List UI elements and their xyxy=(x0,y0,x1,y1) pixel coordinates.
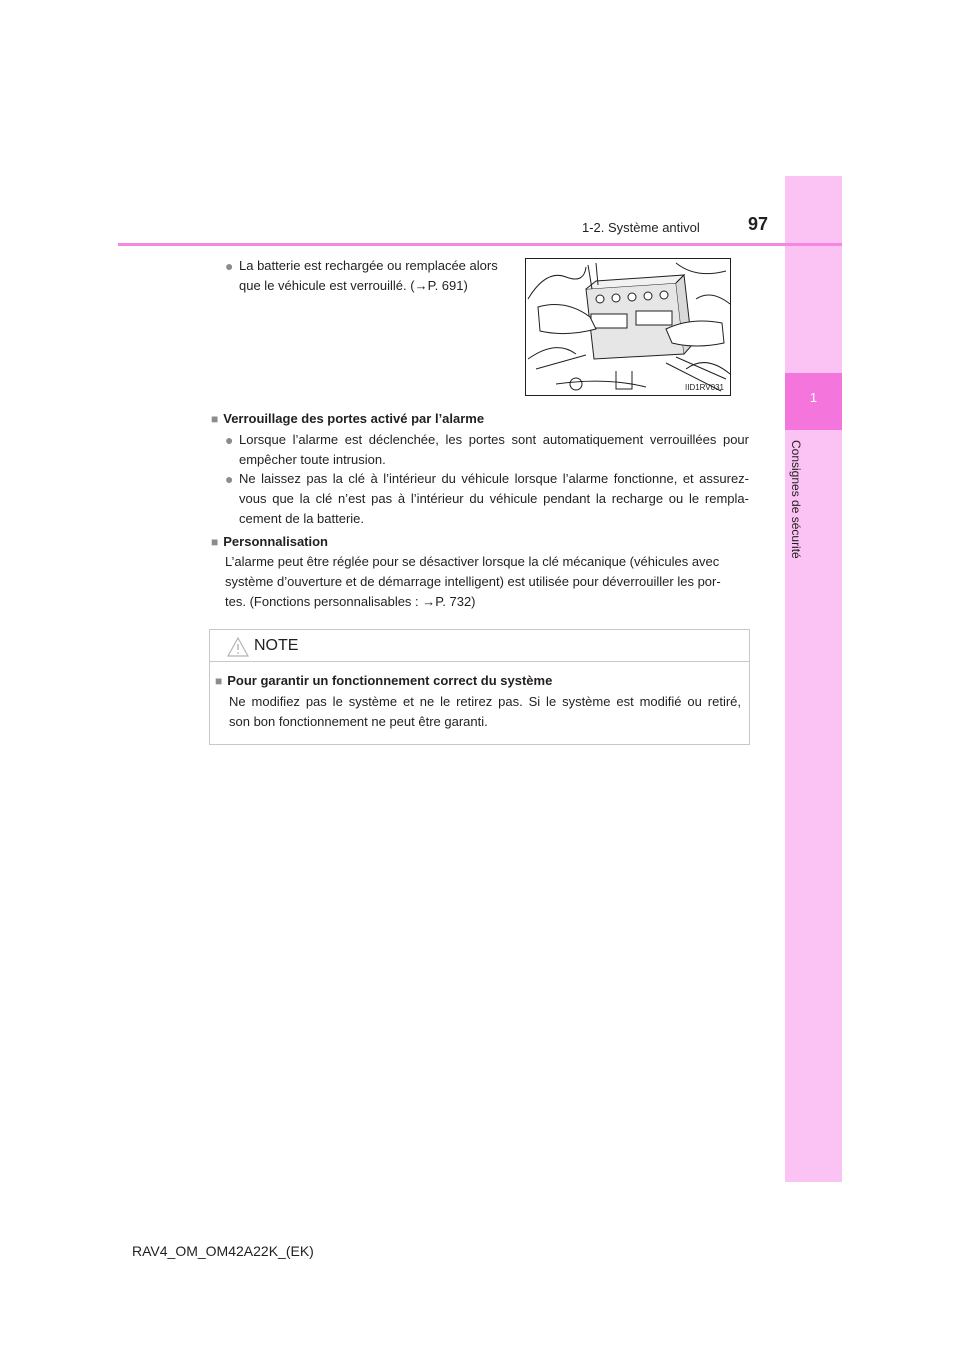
note-line-2: son bon fonctionnement ne peut être garanti. xyxy=(229,714,488,729)
note-header xyxy=(210,630,749,662)
section-title: 1-2. Système antivol xyxy=(582,220,700,235)
lock-heading xyxy=(211,409,484,429)
header-divider xyxy=(118,243,842,246)
chapter-sidebar xyxy=(785,176,842,1182)
circle-bullet-icon: ● xyxy=(225,471,234,487)
lock-item-2-line-2: vous que la clé n’est pas à l’intérieur du véhicule pendant la recharge ou le rempla- xyxy=(239,491,749,506)
lock-item-2 xyxy=(225,469,749,529)
note-box xyxy=(209,629,750,745)
custom-heading xyxy=(211,532,328,552)
battery-line-2: que le véhicule est verrouillé. (→P. 691) xyxy=(239,278,468,293)
square-bullet-icon: ■ xyxy=(211,535,219,549)
page-number: 97 xyxy=(748,214,769,234)
square-bullet-icon: ■ xyxy=(215,674,223,688)
footer-doc-code: RAV4_OM_OM42A22K_(EK) xyxy=(132,1243,314,1259)
lock-item-1 xyxy=(225,430,749,470)
note-paragraph xyxy=(229,692,741,732)
lock-item-2-line-3: cement de la batterie. xyxy=(239,511,365,526)
custom-line-2: système d’ouverture et de démarrage intelligent) est utilisée pour déverrouiller les por- xyxy=(225,574,721,589)
warning-triangle-icon xyxy=(227,637,249,657)
lock-item-1-line-2: empêcher toute intrusion. xyxy=(239,452,386,467)
note-heading-text: Pour garantir un fonctionnement correct du système xyxy=(227,673,553,688)
lock-heading-text: Verrouillage des portes activé par l’alarme xyxy=(223,411,485,426)
figure-code: IID1RV031 xyxy=(685,383,724,392)
square-bullet-icon: ■ xyxy=(211,412,219,426)
custom-paragraph xyxy=(225,552,749,612)
custom-heading-text: Personnalisation xyxy=(223,534,328,549)
battery-drawing-icon xyxy=(526,259,731,396)
circle-bullet-icon: ● xyxy=(225,258,234,274)
note-line-1: Ne modifiez pas le système et ne le retirez pas. Si le système est modifié ou retiré, xyxy=(229,694,741,709)
custom-line-3: tes. (Fonctions personnalisables : →P. 732) xyxy=(225,594,476,609)
chapter-label: Consignes de sécurité xyxy=(789,440,803,559)
lock-item-1-line-1: Lorsque l’alarme est déclenchée, les portes sont automatiquement verrouillées pour xyxy=(239,432,749,447)
chapter-number: 1 xyxy=(809,390,818,405)
lock-item-2-line-1: Ne laissez pas la clé à l’intérieur du véhicule lorsque l’alarme fonctionne, et assurez- xyxy=(239,471,749,486)
note-heading xyxy=(215,671,552,691)
custom-line-1: L’alarme peut être réglée pour se désactiver lorsque la clé mécanique (véhicules avec xyxy=(225,554,720,569)
note-title: NOTE xyxy=(254,637,299,654)
circle-bullet-icon: ● xyxy=(225,432,234,448)
battery-illustration xyxy=(525,258,731,396)
battery-bullet-item xyxy=(225,256,515,296)
battery-line-1: La batterie est rechargée ou remplacée alors xyxy=(239,258,498,273)
